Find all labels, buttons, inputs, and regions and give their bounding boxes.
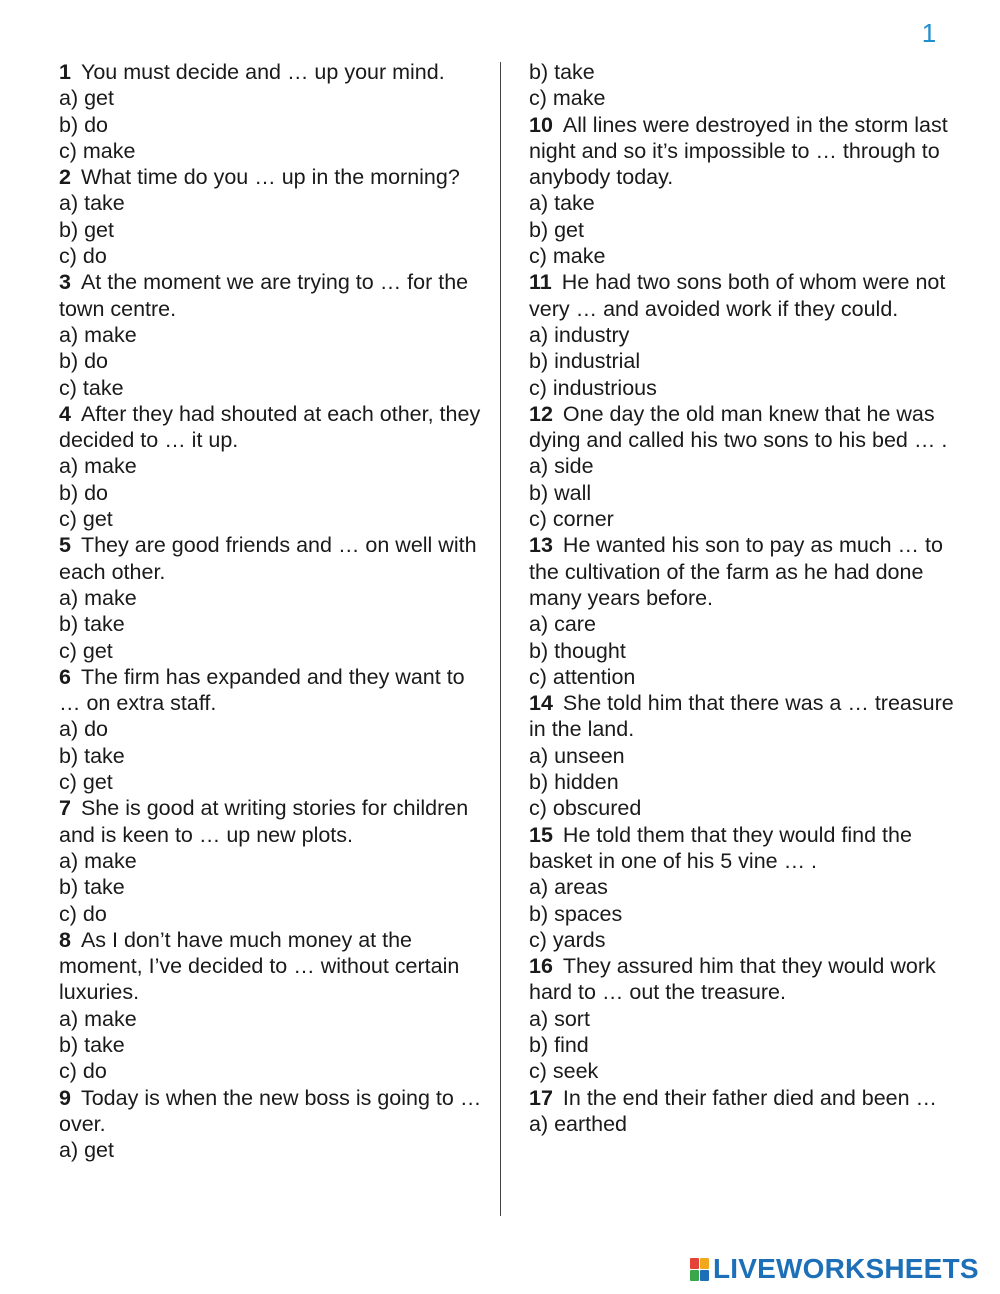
question-block (59, 164, 489, 269)
question-block (529, 59, 954, 112)
question-block (59, 59, 489, 164)
question-text (529, 822, 954, 875)
answer-option[interactable]: a) side (529, 454, 594, 479)
logo-square (690, 1270, 699, 1281)
question-block (59, 664, 489, 795)
column-divider (500, 62, 501, 1216)
question-prompt: What time do you … up in the morning? (80, 165, 460, 190)
question-prompt: In the end their father died and been … (562, 1085, 938, 1110)
question-block (59, 927, 489, 1085)
answer-option[interactable]: b) thought (529, 638, 626, 663)
answer-option[interactable]: b) find (529, 1032, 589, 1057)
answer-option[interactable]: b) take (59, 875, 125, 900)
liveworksheets-logo (690, 1252, 979, 1286)
answer-option[interactable]: b) industrial (529, 349, 641, 374)
answer-option[interactable]: c) industrious (529, 375, 657, 400)
question-number: 2 (59, 165, 71, 190)
answer-option[interactable]: b) take (59, 612, 125, 637)
question-text (59, 269, 489, 322)
left-question-column (59, 59, 489, 1163)
answer-option[interactable]: a) take (529, 191, 595, 216)
answer-option[interactable]: a) make (59, 1006, 137, 1031)
question-block (529, 112, 954, 270)
answer-option[interactable]: a) take (59, 191, 125, 216)
logo-mark-icon (690, 1258, 709, 1281)
question-text (59, 795, 489, 848)
question-prompt: All lines were destroyed in the storm last night and so it’s impossible to … through to anybody today. (529, 112, 948, 190)
answer-option[interactable]: b) spaces (529, 901, 623, 926)
question-text (529, 690, 954, 743)
answer-option[interactable]: b) do (59, 349, 109, 374)
answer-option[interactable]: a) areas (529, 875, 608, 900)
answer-option[interactable]: b) take (529, 60, 595, 84)
question-prompt: One day the old man knew that he was dying and called his two sons to his bed … . (529, 401, 948, 453)
answer-option[interactable]: a) make (59, 322, 137, 347)
answer-option[interactable]: a) make (59, 848, 137, 873)
right-question-column (529, 59, 954, 1137)
logo-square (690, 1258, 699, 1269)
answer-option[interactable]: b) do (59, 112, 109, 137)
question-number: 4 (59, 401, 71, 426)
question-text (529, 401, 954, 454)
answer-option[interactable]: a) earthed (529, 1111, 628, 1136)
question-prompt: He had two sons both of whom were not very … and avoided work if they could. (529, 270, 946, 321)
question-text (529, 1085, 954, 1111)
question-prompt: She is good at writing stories for children and is keen to … up new plots. (59, 796, 469, 847)
question-block (529, 532, 954, 690)
question-prompt: You must decide and … up your mind. (80, 60, 445, 84)
answer-option[interactable]: c) get (59, 638, 113, 663)
question-block (59, 269, 489, 400)
question-number: 15 (529, 822, 553, 847)
answer-option[interactable]: c) do (59, 901, 107, 926)
question-text (59, 164, 489, 190)
question-number: 16 (529, 954, 553, 979)
answer-option[interactable]: c) make (529, 244, 606, 269)
answer-option[interactable]: c) obscured (529, 796, 642, 821)
question-number: 6 (59, 664, 71, 689)
question-block (59, 401, 489, 532)
question-prompt: He wanted his son to pay as much … to the cultivation of the farm as he had done many years before. (529, 533, 943, 610)
question-number: 1 (59, 60, 71, 84)
question-text (529, 953, 954, 1006)
answer-option[interactable]: c) do (59, 1059, 107, 1084)
question-text (59, 401, 489, 454)
question-prompt: He told them that they would find the basket in one of his 5 vine … . (529, 822, 912, 873)
question-text (59, 664, 489, 717)
answer-option[interactable]: c) get (59, 507, 113, 532)
answer-option[interactable]: b) get (59, 217, 114, 242)
question-number: 14 (529, 691, 553, 716)
logo-square (700, 1258, 709, 1269)
answer-option[interactable]: a) do (59, 717, 109, 742)
question-prompt: They are good friends and … on well with each other. (59, 533, 477, 584)
question-text (529, 112, 954, 191)
question-number: 9 (59, 1085, 71, 1110)
answer-option[interactable]: c) make (59, 138, 136, 163)
question-block (59, 532, 489, 663)
question-prompt: After they had shouted at each other, they decided to … it up. (59, 401, 481, 453)
answer-option[interactable]: c) yards (529, 927, 606, 952)
answer-option[interactable]: a) sort (529, 1006, 590, 1031)
answer-option[interactable]: c) attention (529, 664, 636, 689)
answer-option[interactable]: a) get (59, 1138, 114, 1163)
question-number: 8 (59, 927, 71, 952)
answer-option[interactable]: b) take (59, 1032, 125, 1057)
logo-text: LIVEWORKSHEETS (713, 1253, 979, 1284)
question-number: 17 (529, 1085, 553, 1110)
answer-option[interactable]: b) wall (529, 480, 592, 505)
question-text (529, 532, 954, 611)
question-text (59, 59, 489, 85)
answer-option[interactable]: c) seek (529, 1059, 599, 1084)
question-prompt: She told him that there was a … treasure in the land. (529, 691, 954, 742)
answer-option[interactable]: b) get (529, 217, 584, 242)
question-number: 12 (529, 401, 553, 426)
answer-option[interactable]: c) corner (529, 507, 614, 532)
question-block (529, 822, 954, 953)
question-number: 3 (59, 270, 71, 295)
question-number: 5 (59, 533, 71, 558)
answer-option[interactable]: c) make (529, 86, 606, 111)
question-number: 11 (529, 270, 552, 295)
page-number: 1 (921, 18, 937, 48)
answer-option[interactable]: c) do (59, 244, 107, 269)
answer-option[interactable]: b) hidden (529, 770, 619, 795)
question-prompt: At the moment we are trying to … for the town centre. (59, 270, 469, 321)
question-number: 7 (59, 796, 71, 821)
question-text (529, 269, 954, 322)
answer-option[interactable]: b) do (59, 480, 109, 505)
question-prompt: Today is when the new boss is going to … over. (59, 1085, 482, 1136)
question-block (59, 795, 489, 926)
answer-option[interactable]: a) get (59, 86, 114, 111)
answer-option[interactable]: c) take (59, 375, 124, 400)
answer-option[interactable]: a) make (59, 585, 137, 610)
answer-option[interactable]: a) make (59, 454, 137, 479)
answer-option[interactable]: a) care (529, 612, 596, 637)
answer-option[interactable]: b) take (59, 743, 125, 768)
question-number: 13 (529, 533, 553, 558)
question-block (529, 953, 954, 1084)
question-text (59, 927, 489, 1006)
logo-square (700, 1270, 709, 1281)
question-number: 10 (529, 112, 553, 137)
answer-option[interactable]: c) get (59, 770, 113, 795)
question-prompt: As I don’t have much money at the moment, I’ve decided to … without certain luxuries. (59, 927, 460, 1005)
question-block (529, 269, 954, 400)
answer-option[interactable]: a) unseen (529, 743, 625, 768)
question-text (59, 1085, 489, 1138)
question-prompt: The firm has expanded and they want to … on extra staff. (59, 664, 465, 716)
question-text (59, 532, 489, 585)
question-block (529, 690, 954, 821)
answer-option[interactable]: a) industry (529, 322, 630, 347)
question-block (59, 1085, 489, 1164)
question-block (529, 1085, 954, 1138)
question-prompt: They assured him that they would work hard to … out the treasure. (529, 954, 936, 1005)
question-block (529, 401, 954, 532)
